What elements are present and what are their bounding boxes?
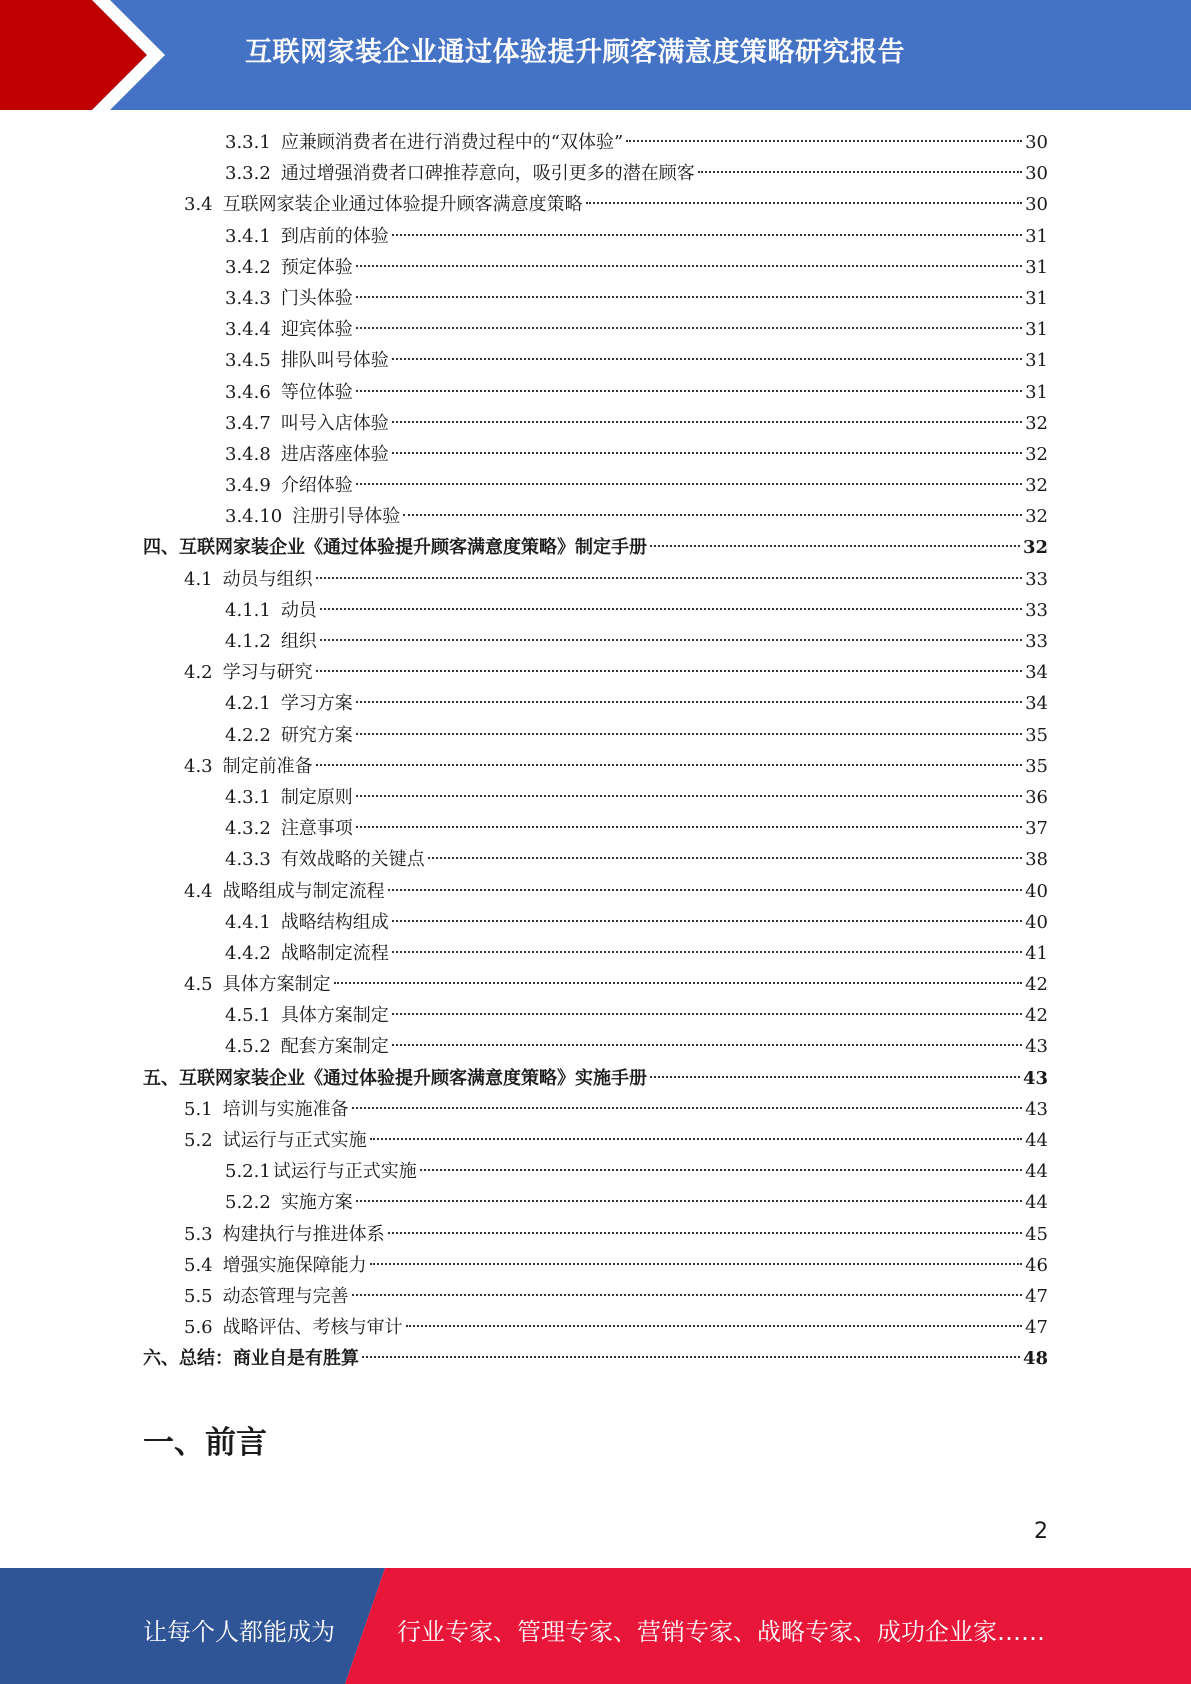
toc-entry-page: 31 [1025,381,1048,403]
toc-entry[interactable] [143,969,1048,1000]
toc-entry-number: 4.3.3 [225,849,271,871]
toc-entry-number: 3.4.3 [225,287,271,309]
toc-entry-number: 4.3 [184,755,213,777]
toc-entry-number: 4.2.1 [225,693,271,715]
toc-entry-title: 互联网家装企业《通过体验提升顾客满意度策略》实施手册 [179,1067,647,1089]
toc-entry-page: 41 [1025,942,1048,964]
toc-entry-number: 3.4.6 [225,381,271,403]
toc-dot-leader [626,140,1022,142]
toc-entry[interactable] [143,252,1048,283]
toc-dot-leader [356,701,1022,703]
toc-entry-page: 31 [1025,225,1048,247]
toc-entry-page: 44 [1025,1161,1048,1183]
toc-entry-title: 注册引导体验 [292,506,401,528]
toc-entry[interactable] [143,844,1048,875]
toc-entry-number: 3.4.10 [225,506,283,528]
toc-entry-page: 40 [1025,911,1048,933]
toc-entry-number: 六、 [143,1348,179,1370]
toc-dot-leader [356,1200,1022,1202]
toc-entry[interactable] [143,720,1048,751]
toc-entry-title: 培训与实施准备 [222,1098,349,1120]
toc-dot-leader [316,577,1022,579]
toc-entry-page: 43 [1022,1067,1048,1089]
toc-entry-number: 3.3.2 [225,163,271,185]
toc-entry[interactable] [143,688,1048,719]
header-arrow-decoration [0,0,170,110]
toc-entry-title: 制定前准备 [222,755,313,777]
toc-dot-leader [320,608,1022,610]
footer-slogan-right: 行业专家、管理专家、营销专家、战略专家、成功企业家…… [397,1618,1045,1646]
toc-entry-title: 门头体验 [280,287,353,309]
footer-slogan-left: 让每个人都能成为 [143,1618,335,1646]
toc-entry-number: 5.1 [184,1098,213,1120]
toc-entry-page: 37 [1025,818,1048,840]
toc-dot-leader [650,1076,1020,1078]
toc-entry-number: 4.3.1 [225,786,271,808]
toc-entry-page: 31 [1025,350,1048,372]
toc-entry-title: 迎宾体验 [280,319,353,341]
toc-entry[interactable] [143,314,1048,345]
toc-dot-leader [356,483,1022,485]
toc-dot-leader [334,982,1022,984]
toc-dot-leader [352,1294,1022,1296]
toc-entry-number: 5.2.2 [225,1192,271,1214]
toc-dot-leader [356,327,1022,329]
toc-entry-title: 构建执行与推进体系 [222,1223,385,1245]
toc-entry-number: 4.1.1 [225,599,271,621]
toc-entry-number: 4.1 [184,568,213,590]
toc-entry[interactable] [143,532,1048,563]
toc-entry[interactable] [143,1000,1048,1031]
toc-entry[interactable] [143,1156,1048,1187]
toc-dot-leader [406,1325,1022,1327]
toc-entry-title: 动员 [280,599,317,621]
toc-entry-title: 具体方案制定 [222,974,331,996]
toc-entry[interactable] [143,782,1048,813]
toc-entry-title: 增强实施保障能力 [222,1254,367,1276]
toc-entry-number: 4.5 [184,974,213,996]
toc-entry-number: 3.4.1 [225,225,271,247]
toc-dot-leader [316,764,1022,766]
toc-dot-leader [320,639,1022,641]
toc-entry-title: 应兼顾消费者在进行消费过程中的“双体验” [280,132,624,153]
table-of-contents [143,127,1048,1375]
toc-entry[interactable] [143,127,1048,158]
toc-dot-leader [362,1356,1020,1358]
toc-entry-number: 4.5.1 [225,1005,271,1027]
toc-entry[interactable] [143,1094,1048,1125]
toc-dot-leader [392,452,1022,454]
toc-dot-leader [356,296,1022,298]
toc-entry-page: 34 [1025,693,1048,715]
toc-entry-page: 30 [1025,194,1048,216]
toc-entry-title: 战略组成与制定流程 [222,880,385,902]
toc-entry[interactable] [143,221,1048,252]
toc-entry-title: 排队叫号体验 [280,350,389,372]
toc-entry-number: 5.2 [184,1130,213,1151]
toc-entry-title: 叫号入店体验 [280,412,389,434]
toc-entry[interactable] [143,1343,1048,1374]
toc-entry[interactable] [143,189,1048,220]
toc-entry-number: 4.5.2 [225,1036,271,1058]
toc-dot-leader [420,1169,1022,1171]
toc-entry-number: 4.2.2 [225,724,271,746]
toc-entry[interactable] [143,813,1048,844]
toc-entry-title: 战略评估、考核与审计 [222,1317,403,1339]
toc-entry-page: 32 [1025,506,1048,528]
toc-entry[interactable] [143,1125,1048,1156]
toc-entry-title: 注意事项 [280,818,353,840]
toc-entry-page: 34 [1025,662,1048,684]
toc-entry-page: 31 [1025,287,1048,309]
toc-entry-title: 学习方案 [280,693,353,715]
toc-entry[interactable] [143,1219,1048,1250]
toc-entry-number: 5.3 [184,1223,213,1245]
toc-entry-page: 32 [1025,412,1048,434]
toc-entry-title: 有效战略的关键点 [280,849,425,871]
toc-entry-page: 31 [1025,256,1048,278]
toc-entry-number: 5.6 [184,1317,213,1339]
toc-entry[interactable] [143,158,1048,189]
toc-entry[interactable] [143,1187,1048,1218]
toc-entry-page: 33 [1025,599,1048,621]
toc-entry[interactable] [143,501,1048,532]
toc-entry-title: 具体方案制定 [280,1005,389,1027]
toc-entry[interactable] [143,876,1048,907]
toc-entry-number: 4.4.1 [225,911,271,933]
toc-entry-page: 32 [1025,475,1048,497]
toc-entry[interactable] [143,1281,1048,1312]
toc-entry-title: 到店前的体验 [280,225,389,247]
toc-entry[interactable] [143,564,1048,595]
toc-entry-title: 预定体验 [280,256,353,278]
toc-entry-number: 4.4 [184,880,213,902]
toc-dot-leader [392,1013,1022,1015]
toc-entry-number: 3.4.4 [225,319,271,341]
toc-entry[interactable] [143,439,1048,470]
toc-dot-leader [356,795,1022,797]
toc-entry[interactable] [143,283,1048,314]
toc-entry-title: 试运行与正式实施 [272,1161,417,1183]
toc-entry-title: 制定原则 [280,786,353,808]
toc-entry-page: 48 [1022,1348,1048,1370]
toc-entry-title: 通过增强消费者口碑推荐意向，吸引更多的潜在顾客 [280,163,695,185]
toc-entry-page: 45 [1025,1223,1048,1245]
page-number: 2 [1034,1519,1048,1544]
toc-entry-title: 组织 [280,631,317,652]
toc-dot-leader [370,1138,1022,1140]
toc-entry-page: 31 [1025,319,1048,341]
toc-entry-page: 32 [1022,537,1048,559]
toc-entry-title: 介绍体验 [280,475,353,497]
toc-entry-number: 3.3.1 [225,132,271,153]
toc-entry-title: 配套方案制定 [280,1036,389,1058]
toc-dot-leader [392,920,1022,922]
toc-dot-leader [392,358,1022,360]
toc-entry-title: 动态管理与完善 [222,1285,349,1307]
toc-entry-number: 5.5 [184,1285,213,1307]
toc-entry-number: 4.3.2 [225,818,271,840]
toc-entry-page: 42 [1025,1005,1048,1027]
toc-entry[interactable] [143,1063,1048,1094]
toc-entry-title: 学习与研究 [222,662,313,684]
toc-entry[interactable] [143,377,1048,408]
toc-entry-page: 46 [1025,1254,1048,1276]
toc-entry[interactable] [143,751,1048,782]
toc-entry[interactable] [143,345,1048,376]
toc-entry[interactable] [143,595,1048,626]
toc-dot-leader [698,171,1022,173]
toc-entry-page: 43 [1025,1098,1048,1120]
toc-entry-page: 30 [1025,132,1048,153]
toc-entry-title: 研究方案 [280,724,353,746]
toc-dot-leader [356,390,1022,392]
toc-dot-leader [388,889,1022,891]
toc-entry-page: 47 [1025,1317,1048,1339]
toc-entry-number: 4.2 [184,662,213,684]
toc-entry-number: 5.4 [184,1254,213,1276]
toc-entry[interactable] [143,626,1048,657]
toc-entry-page: 44 [1025,1130,1048,1151]
toc-entry-page: 36 [1025,786,1048,808]
toc-entry-page: 40 [1025,880,1048,902]
toc-dot-leader [388,1232,1022,1234]
toc-entry-page: 33 [1025,568,1048,590]
toc-entry[interactable] [143,1250,1048,1281]
toc-entry-title: 实施方案 [280,1192,353,1214]
toc-entry[interactable] [143,470,1048,501]
toc-entry[interactable] [143,1031,1048,1062]
toc-entry-page: 32 [1025,443,1048,465]
report-title: 互联网家装企业通过体验提升顾客满意度策略研究报告 [245,37,905,68]
toc-entry-number: 3.4 [184,194,213,216]
toc-entry-number: 五、 [143,1067,179,1089]
toc-entry[interactable] [143,657,1048,688]
toc-entry-page: 44 [1025,1192,1048,1214]
toc-entry-title: 进店落座体验 [280,443,389,465]
toc-dot-leader [356,265,1022,267]
toc-entry-title: 动员与组织 [222,568,313,590]
toc-entry-page: 47 [1025,1285,1048,1307]
toc-entry-title: 战略结构组成 [280,911,389,933]
toc-entry[interactable] [143,907,1048,938]
toc-dot-leader [586,202,1022,204]
toc-dot-leader [370,1263,1022,1265]
section-heading: 一、前言 [143,1425,267,1461]
toc-dot-leader [356,733,1022,735]
toc-entry-number: 4.4.2 [225,942,271,964]
toc-entry-title: 总结：商业自是有胜算 [179,1348,359,1370]
toc-entry-title: 试运行与正式实施 [222,1130,367,1151]
toc-dot-leader [352,1107,1022,1109]
toc-dot-leader [403,514,1022,516]
toc-entry-number: 3.4.8 [225,443,271,465]
toc-dot-leader [392,1044,1022,1046]
toc-entry-title: 互联网家装企业通过体验提升顾客满意度策略 [222,194,583,216]
toc-entry-number: 4.1.2 [225,631,271,652]
toc-entry-number: 3.4.9 [225,475,271,497]
toc-entry[interactable] [143,408,1048,439]
toc-dot-leader [650,545,1020,547]
toc-entry-title: 互联网家装企业《通过体验提升顾客满意度策略》制定手册 [179,537,647,559]
toc-entry-page: 38 [1025,849,1048,871]
toc-entry-page: 35 [1025,755,1048,777]
toc-entry-number: 3.4.2 [225,256,271,278]
toc-entry[interactable] [143,938,1048,969]
toc-entry-page: 42 [1025,974,1048,996]
toc-dot-leader [316,670,1022,672]
toc-entry-page: 43 [1025,1036,1048,1058]
toc-entry-number: 5.2.1 [225,1161,271,1183]
toc-dot-leader [428,857,1022,859]
toc-dot-leader [392,234,1022,236]
toc-entry-number: 3.4.5 [225,350,271,372]
toc-entry-page: 30 [1025,163,1048,185]
toc-entry-title: 战略制定流程 [280,942,389,964]
toc-entry-number: 3.4.7 [225,412,271,434]
toc-dot-leader [392,421,1022,423]
toc-entry-number: 四、 [143,537,179,559]
toc-entry[interactable] [143,1312,1048,1343]
toc-dot-leader [356,826,1022,828]
toc-entry-page: 35 [1025,724,1048,746]
toc-entry-page: 33 [1025,631,1048,652]
page-header [0,0,1191,110]
toc-dot-leader [392,951,1022,953]
page-footer [0,1568,1191,1684]
toc-entry-title: 等位体验 [280,381,353,403]
